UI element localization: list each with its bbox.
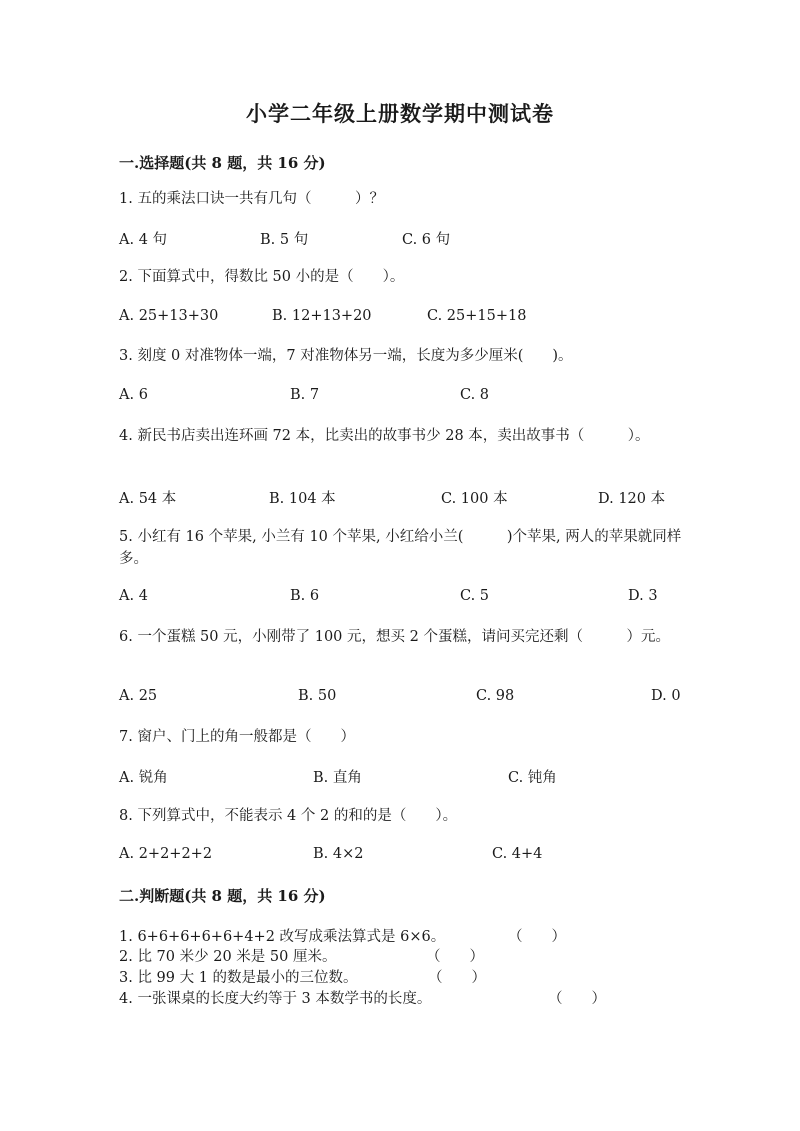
option-7a[interactable]: A. 锐角 <box>119 770 168 786</box>
option-3a[interactable]: A. 6 <box>119 387 148 403</box>
question-3: 3. 刻度 0 对准物体一端，7 对准物体另一端，长度为多少厘米( )。 <box>119 348 573 364</box>
option-3b[interactable]: B. 7 <box>290 387 320 403</box>
option-7c[interactable]: C. 钝角 <box>508 770 557 786</box>
question-4: 4. 新民书店卖出连环画 72 本，比卖出的故事书少 28 本，卖出故事书（ ）。 <box>119 428 650 444</box>
judgment-2: 2. 比 70 米少 20 米是 50 厘米。 <box>119 949 337 965</box>
section-heading-choice: 一.选择题(共 8 题，共 16 分) <box>119 154 326 172</box>
option-4a[interactable]: A. 54 本 <box>119 491 177 507</box>
option-6d[interactable]: D. 0 <box>651 688 681 704</box>
option-6b[interactable]: B. 50 <box>298 688 337 704</box>
option-8a[interactable]: A. 2+2+2+2 <box>119 846 213 862</box>
option-5b[interactable]: B. 6 <box>290 588 320 604</box>
option-5c[interactable]: C. 5 <box>460 588 490 604</box>
option-5a[interactable]: A. 4 <box>119 588 148 604</box>
option-7b[interactable]: B. 直角 <box>313 770 362 786</box>
page-title: 小学二年级上册数学期中测试卷 <box>246 101 554 126</box>
option-6a[interactable]: A. 25 <box>119 688 158 704</box>
option-8b[interactable]: B. 4×2 <box>313 846 364 862</box>
option-5d[interactable]: D. 3 <box>628 588 658 604</box>
judgment-3-answer[interactable]: （ ） <box>428 970 486 986</box>
option-2b[interactable]: B. 12+13+20 <box>272 308 372 324</box>
question-6: 6. 一个蛋糕 50 元，小刚带了 100 元，想买 2 个蛋糕，请问买完还剩（ ）元。 <box>119 629 670 645</box>
option-3c[interactable]: C. 8 <box>460 387 490 403</box>
option-4b[interactable]: B. 104 本 <box>269 491 336 507</box>
option-1c[interactable]: C. 6 句 <box>402 232 451 248</box>
judgment-3: 3. 比 99 大 1 的数是最小的三位数。 <box>119 970 358 986</box>
option-1a[interactable]: A. 4 句 <box>119 232 168 248</box>
question-7: 7. 窗户、门上的角一般都是（ ） <box>119 729 355 745</box>
judgment-2-answer[interactable]: （ ） <box>426 949 484 965</box>
option-2a[interactable]: A. 25+13+30 <box>119 308 219 324</box>
judgment-1: 1. 6+6+6+6+6+4+2 改写成乘法算式是 6×6。 <box>119 929 446 945</box>
option-2c[interactable]: C. 25+15+18 <box>427 308 527 324</box>
judgment-1-answer[interactable]: （ ） <box>508 929 566 945</box>
option-1b[interactable]: B. 5 句 <box>260 232 309 248</box>
question-8: 8. 下列算式中，不能表示 4 个 2 的和的是（ ）。 <box>119 808 458 824</box>
section-heading-judgment: 二.判断题(共 8 题，共 16 分) <box>119 887 326 905</box>
judgment-4-answer[interactable]: （ ） <box>548 991 606 1007</box>
option-6c[interactable]: C. 98 <box>476 688 515 704</box>
question-1: 1. 五的乘法口诀一共有几句（ ）？ <box>119 191 384 207</box>
question-2: 2. 下面算式中，得数比 50 小的是（ ）。 <box>119 269 405 285</box>
option-4d[interactable]: D. 120 本 <box>598 491 666 507</box>
option-8c[interactable]: C. 4+4 <box>492 846 543 862</box>
option-4c[interactable]: C. 100 本 <box>441 491 508 507</box>
question-5: 5. 小红有 16 个苹果, 小兰有 10 个苹果, 小红给小兰( )个苹果, 两人的苹果就同样多。 <box>119 529 682 567</box>
judgment-4: 4. 一张课桌的长度大约等于 3 本数学书的长度。 <box>119 991 432 1007</box>
